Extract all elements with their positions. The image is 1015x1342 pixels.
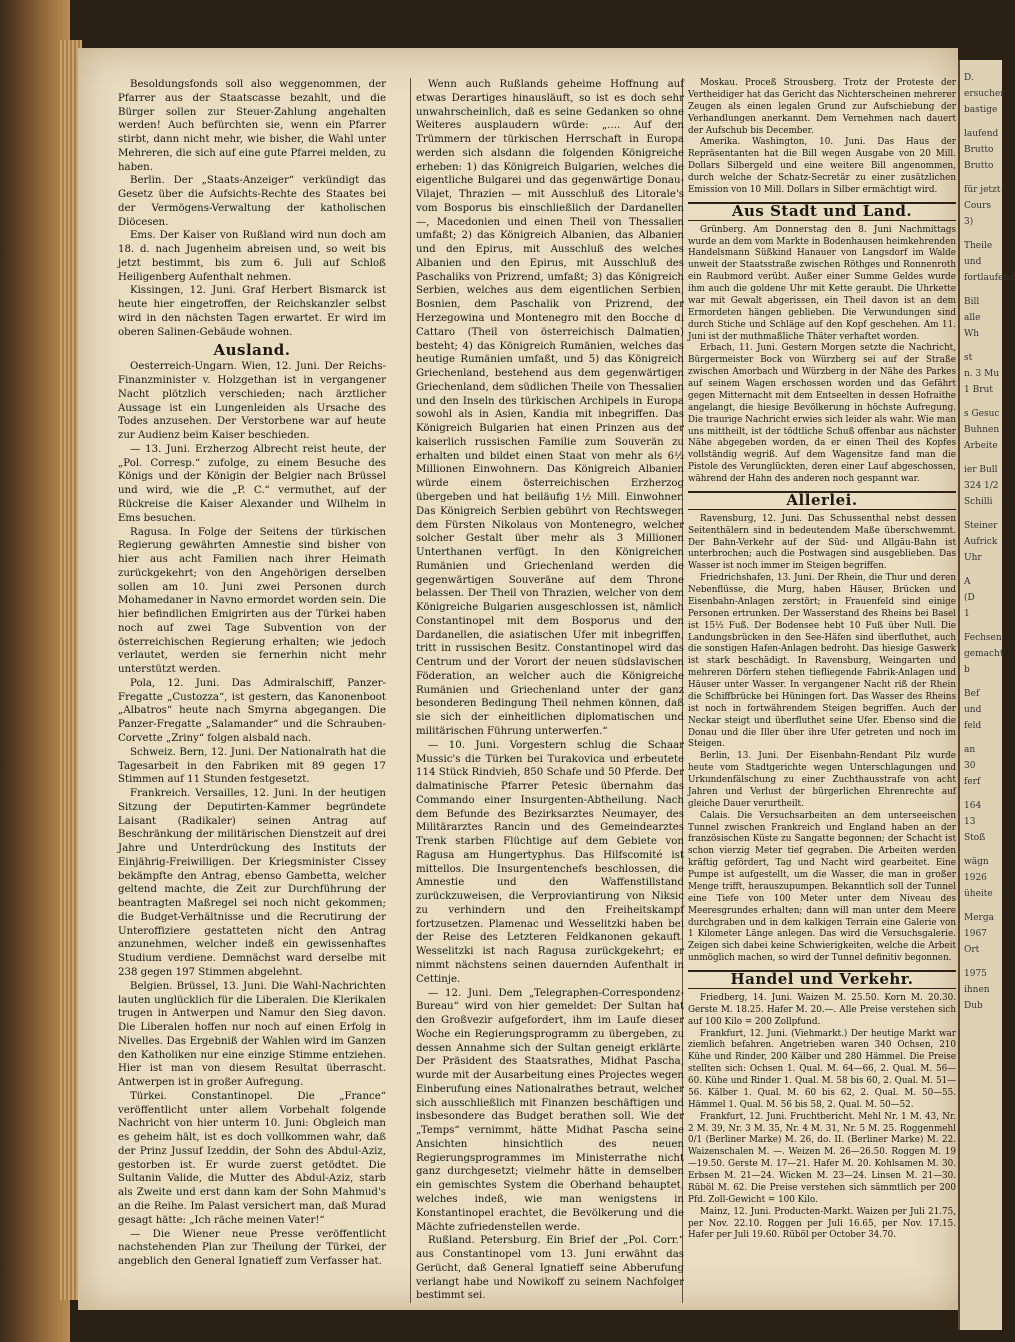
article-paragraph: Ravensburg, 12. Juni. Das Schussenthal nebst dessen Seitenthälern sind in bedeutendem Maße überschwemmt. Der Bahn-Verkehr auf der Süd- und Allgäu-Bahn ist unterbrochen; auch die Postwagen sind ausgeblieben. Das Wasser ist noch immer im Steigen begriffen. [688,513,956,572]
facing-page-text: 164 [964,801,982,811]
article-paragraph: Frankreich. Versailles, 12. Juni. In der heutigen Sitzung der Deputirten-Kammer begründete Laisant (Radikaler) seinen Antrag auf Beschränkung der militärischen Dienstzeit auf drei Jahre und Unterdrückung des Instituts der Einjährig-Freiwilligen. Der Kriegsminister Cissey bekämpfte den Antrag, ebenso Gambetta, welcher geltend machte, die Zeit zur Durchführung der beantragten Maßregel sei noch nicht gekommen; die Budget-Verhältnisse und die Recrutirung der Unteroffiziere gestatteten nicht den Antrag anzunehmen, welcher indeß ein gewissenhaftes Studium verdiene. Demnächst ward derselbe mit 238 gegen 197 Stimmen abgelehnt. [118,788,386,978]
article-paragraph: Friedberg, 14. Juni. Waizen M. 25.50. Korn M. 20.30. Gerste M. 18.25. Hafer M. 20.—. Alle Preise verstehen sich auf 100 Kilo = 200 Zollpfund. [688,992,956,1027]
article-paragraph: Berlin, 13. Juni. Der Eisenbahn-Rendant Pilz wurde heute vom Stadtgerichte wegen Unterschlagungen und Urkundenfälschung zu einer Zuchthausstrafe von acht Jahren und Verlust der bürgerlichen Ehrenrechte auf gleiche Dauer verurtheilt. [688,751,956,809]
facing-page-fragment [958,60,1015,1330]
facing-page-text: Bef [964,689,980,699]
facing-page-text: (D [964,593,975,603]
facing-page-text: A [964,577,971,587]
facing-page-text: 1926 [964,873,987,883]
facing-page-text: Schilli [964,497,993,507]
facing-page-text: n. 3 Mu [964,369,1000,379]
facing-page-text: ier Bull [964,465,998,475]
column-2 [416,78,684,1303]
facing-page-text: Theile [964,241,993,251]
facing-page-text: bastige [964,105,998,115]
article-paragraph: Frankfurt, 12. Juni. (Viehmarkt.) Der heutige Markt war ziemlich befahren. Angetrieben waren 340 Ochsen, 210 Kühe und Rinder, 200 Kälber und 280 Hämmel. Die Preise stellten sich: Ochsen 1. Qual. M. 64—66, 2. Qual. M. 56—60. Kühe und Rinder 1. Qual. M. 58 bis 60, 2. Qual. M. 51—56. Kälber 1. Qual. M. 60 bis 62, 2. Qual. M. 50—55. Hämmel 1. Qual. M. 56 bis 58, 2. Qual. M. 50—52. [688,1028,956,1110]
facing-page-text: alle [964,313,981,323]
article-paragraph: Oesterreich-Ungarn. Wien, 12. Juni. Der Reichs-Finanzminister v. Holzgethan ist in vergangener Nacht plötzlich verschieden; nach ärztlicher Aussage ist ein Lungenleiden als Ursache des Todes anzusehen. Der Verstorbene war auf heute zur Audienz beim Kaiser beschieden. [118,361,386,442]
article-paragraph: Berlin. Der „Staats-Anzeiger“ verkündigt das Gesetz über die Aufsichts-Rechte des Staates bei der Vermögens-Verwaltung der katholischen Diöcesen. [118,175,386,228]
section-heading: Handel und Verkehr. [688,970,956,989]
facing-page-text: Stoß [964,833,986,843]
section-heading: Ausland. [213,340,291,359]
facing-page-text: und [964,705,982,715]
facing-page-text: 1 [964,609,970,619]
article-paragraph: Erbach, 11. Juni. Gestern Morgen setzte die Nachricht, Bürgermeister Bock von Würzberg sei auf der Straße zwischen Amorbach und Würzberg in der Nähe des Parkes auf seinem Wagen erschossen worden und das Gefährt gegen Mitternacht mit dem Entseelten in dessen Hofraithe angelangt, die hiesige Bevölkerung in höchste Aufregung. Die traurige Nachricht erwies sich leider als wahr. Wie man uns mittheilt, ist der tödtliche Schuß offenbar aus nächster Nähe abgegeben worden, da er einen Theil des Kopfes vollständig wegriß. Auf dem Wagensitze fand man die Pistole des Verunglückten, deren einer Lauf abgeschossen, während der Hahn des anderen noch gespannt war. [688,343,956,484]
facing-page-text: feld [964,721,982,731]
article-paragraph: Wenn auch Rußlands geheime Hoffnung auf etwas Derartiges hinausläuft, so ist es doch sehr unwahrscheinlich, daß es seine Gedanken so ohne Weiteres ausplaudern würde: „.... Auf den Trümmern der türkischen Herrschaft in Europa werden sich alsdann die folgenden Königreiche erheben: 1) das Königreich Bulgarien, welches die eigentliche Bulgarei und das gegenwärtige Donau-Vilajet, Thrazien — mit Ausschluß des Litorale's vom Bosporus bis einschließlich der Dardanellen —, Macedonien und einen Theil von Thessalien umfaßt; 2) das Königreich Albanien, das Albanien und den Epirus, mit Ausschluß des welches Albanien und den Epirus, mit Ausschluß des Paschaliks von Prizrend, umfaßt; 3) das Königreich Serbien, welches aus dem eigentlichen Serbien, Bosnien, dem Paschalik von Prizrend, der Herzegowina und Montenegro mit den Bocche di Cattaro (Theil von österreichisch Dalmatien) besteht; 4) das Königreich Rumänien, welches das heutige Rumänien umfaßt, und 5) das Königreich Griechenland, bestehend aus dem gegenwärtigen Griechenland, dem südlichen Theile von Thessalien und den Inseln des türkischen Archipels in Europa sowohl als in Asien, Kandia mit inbegriffen. Das Königreich Bulgarien hat einen Prinzen aus der kaiserlich russischen Familie zum Souverän zu erhalten und bildet einen Staat von mehr als 6½ Millionen Einwohnern. Das Königreich Albanien würde einem österreichischen Erzherzog übergeben und hat beiläufig 1½ Mill. Einwohner. Das Königreich Serbien gebührt von Rechtswegen dem Fürsten Nikolaus von Montenegro, welcher solcher Gestalt über mehr als 3 Millionen Unterthanen verfügt. In den Königreichen Rumänien und Griechenland werden die gegenwärtigen Souveräne auf dem Throne belassen. Der Theil von Thrazien, welcher von dem Königreiche Bulgarien ausgeschlossen ist, nämlich Constantinopel mit dem Bosporus und den Dardanellen, die asiatischen Ufer mit inbegriffen, tritt in russischen Besitz. Constantinopel wird das Centrum und der Vorort der neuen südslavischen Föderation, an welcher auch die Königreiche Rumänien und Griechenland unter der ganz besonderen Bedingung Theil nehmen können, daß sie sich der einheitlichen diplomatischen und militärischen Führung unterwerfen.“ [416,79,684,737]
facing-page-text: Merga [964,913,994,923]
column-rule-1 [410,78,411,1303]
section-heading: Aus Stadt und Land. [688,202,956,221]
facing-page-text: Uhr [964,553,982,563]
facing-page-text: Steiner [964,521,998,531]
article-paragraph: Schweiz. Bern, 12. Juni. Der Nationalrath hat die Tagesarbeit in den Fabriken mit 89 gegen 17 Stimmen auf 11 Stunden festgesetzt. [118,746,386,786]
facing-page-text: 324 1/2 [964,481,999,491]
article-paragraph: Ragusa. In Folge der Seitens der türkischen Regierung gewährten Amnestie sind bisher von hier aus acht Familien nach ihrer Heimath zurückgekehrt; von den Angehörigen derselben sollen am 10. Juni zwei Personen durch Mohamedaner in Navno ermordet worden sein. Die hier befindlichen Emigrirten aus der Türkei haben noch auf zwei Tage Subvention von der österreichischen Regierung erhalten; wie jedoch verlautet, werden sie fernerhin nicht mehr unterstützt werden. [118,526,386,676]
facing-page-text: Wh [964,329,980,339]
article-paragraph: Calais. Die Versuchsarbeiten an dem unterseeischen Tunnel zwischen Frankreich und England haben an der französischen Küste zu Sangatte begonnen; der Schacht ist schon vierzig Meter tief gegraben. Die Arbeiten werden kräftig gefördert, Tag und Nacht wird gearbeitet. Eine Pumpe ist aufgestellt, um die Wasser, die man in großer Menge trifft, herauszupumpen. Bekanntlich soll der Tunnel eine Tiefe von 100 Meter unter dem Niveau des Meeresgrundes erhalten; dann will man unter dem Meere durchgraben und in dem kalkigen Terrain eine Galerie von 1 Kilometer Länge anlegen. Das wird die Versuchsgalerie. Zeigen sich dabei keine Schwierigkeiten, welche die Arbeit unmöglich machen, so wird der Tunnel definitiv begonnen. [688,810,956,964]
facing-page-text: Bill [964,297,980,307]
facing-page-text: ersucher [964,89,1005,99]
facing-page-text: ferf [964,777,981,787]
article-paragraph: Kissingen, 12. Juni. Graf Herbert Bismarck ist heute hier eingetroffen, der Reichskanzler selbst wird in den nächsten Tagen erwartet. Er wird im oberen Salinen-Gebäude wohnen. [118,285,386,338]
facing-page-text: s Gesuc [964,409,1000,419]
facing-page-text: Aufrick [964,537,998,547]
article-paragraph: Frankfurt, 12. Juni. Fruchtbericht. Mehl Nr. 1 M. 43, Nr. 2 M. 39, Nr. 3 M. 35, Nr. 4 M. 31, Nr. 5 M. 25. Roggenmehl 0/1 (Berliner Marke) M. 26, do. II. (Berliner Marke) M. 22. Waizenschalen M. —. Weizen M. 26—26.50. Roggen M. 19—19.50. Gerste M. 17—21. Hafer M. 20. Kohlsamen M. 30. Erbsen M. 21—24. Wicken M. 23—24. Linsen M. 21—30. Rüböl M. 62. Die Preise verstehen sich sämmtlich per 200 Pfd. Zoll-Gewicht = 100 Kilo. [688,1111,956,1205]
article-paragraph: Friedrichshafen, 13. Juni. Der Rhein, die Thur und deren Nebenflüsse, die Murg, haben Häuser, Brücken und Eisenbahn-Anlagen zerstört; in Frauenfeld sind einige Personen ertrunken. Der Wasserstand des Rheins bei Basel ist 15½ Fuß. Der Bodensee hebt 10 Fuß über Null. Die Landungsbrücken in den See-Häfen sind überfluthet, auch die sonstigen Hafen-Anlagen bedroht. Das hiesige Gaswerk ist stark beschädigt. In Ravensburg, Weingarten und mehreren Dörfern stehen tiefliegende Fabrik-Anlagen und Häuser unter Wasser. In vergangener Nacht riß der Rhein die Schiffbrücke bei Hüningen fort. Das Wasser des Rheins ist noch in fortwährendem Steigen begriffen. Auch der Neckar steigt und überfluthet seine Ufer. Ebenso sind die Donau und die Iller über ihre Ufer getreten und noch im Steigen. [688,573,956,750]
article-paragraph: Ems. Der Kaiser von Rußland wird nun doch am 18. d. nach Jugenheim abreisen und, so weit bis jetzt bestimmt, bis zum 6. Juli auf Schloß Heiligenberg Aufenthalt nehmen. [118,230,386,283]
facing-page-text: Brutto [964,145,994,155]
column-1 [118,78,386,1269]
article-paragraph: Moskau. Proceß Strousberg. Trotz der Proteste der Vertheidiger hat das Gericht das Nichterscheinen mehrerer Zeugen als einen legalen Grund zur Aufschiebung der Verhandlungen anerkannt. Dem Vernehmen nach dauert der Aufschub bis December. [688,78,956,136]
column-3 [688,78,956,1242]
facing-page-text: wägn [964,857,989,867]
facing-page-text: fortlaufend [964,273,1015,283]
article-paragraph: — 10. Juni. Vorgestern schlug die Schaar Mussic's die Türken bei Turakovica und erbeutete 114 Stück Rindvieh, 850 Schafe und 50 Pferde. Der dalmatinische Pfarrer Petesic übernahm das Commando einer Insurgenten-Abtheilung. Nach dem Befunde des Bezirksarztes Neumayer, des Militärarztes Rancin und des Gemeindearztes Trenk starben Flüchtige auf dem Gebiete von Ragusa am Hungertyphus. Das Hilfscomité ist mittellos. Die Insurgentenchefs beschlossen, die Amnestie und den Waffenstillstand zurückzuweisen, die Verproviantirung von Niksic zu verhindern und den Freiheitskampf fortzusetzen. Plamenac und Wesselitzki haben bei der Reise des Letzteren Feldkanonen gekauft. Wesselitzki ist nach Ragusa zurückgekehrt; er nimmt nächstens seinen dauernden Aufenthalt in Cettinje. [416,739,684,985]
section-heading: Allerlei. [688,491,956,510]
article-paragraph: Belgien. Brüssel, 13. Juni. Die Wahl-Nachrichten lauten unglücklich für die Liberalen. Die Klerikalen trugen in Antwerpen und Namur den Sieg davon. Die Liberalen hoffen nur noch auf einen Erfolg in Nivelles. Das Ergebniß der Wahlen wird im Ganzen den Katholiken nur eine einzige Stimme entziehen. Hier ist man von diesem Resultat überrascht. Antwerpen ist in großer Aufregung. [118,980,386,1089]
article-paragraph: Pola, 12. Juni. Das Admiralschiff, Panzer-Fregatte „Custozza“, ist gestern, das Kanonenboot „Albatros“ heute nach Smyrna abgegangen. Die Panzer-Fregatte „Salamander“ und die Schrauben-Corvette „Zriny“ folgen alsbald nach. [118,677,386,744]
facing-page-text: 1975 [964,969,987,979]
article-paragraph: Türkei. Constantinopel. Die „France“ veröffentlicht unter allem Vorbehalt folgende Nachricht von hier unterm 10. Juni: Obgleich man es geheim hält, ist es doch vollkommen wahr, daß der Prinz Jussuf Izeddin, der Sohn des Abdul-Aziz, gestorben ist. Er wurde zuerst getödtet. Die Sultanin Valide, die Mutter des Abdul-Aziz, starb als Zweite und erst dann kam der Sohn Mahmud's an die Reihe. Im Palast versichert man, daß Murad gesagt hätte: „Ich räche meinen Vater!“ [118,1090,386,1226]
facing-page-text: an [964,745,976,755]
article-paragraph: Mainz, 12. Juni. Producten-Markt. Waizen per Juli 21.75, per Nov. 22.10. Roggen per Juli 16.65, per Nov. 17.15. Hafer per Juli 19.60. Rüböl per October 34.70. [688,1206,956,1241]
article-paragraph: — 13. Juni. Erzherzog Albrecht reist heute, der „Pol. Corresp.“ zufolge, zu einem Besuche des Königs und der Königin der Belgier nach Brüssel und wird, wie die „P. C.“ vermuthet, auf der Rückreise die Kaiser Alexander und Wilhelm in Ems besuchen. [118,443,386,524]
facing-page-text: 3) [964,217,974,227]
article-paragraph: — Die Wiener neue Presse veröffentlicht nachstehenden Plan zur Theilung der Türkei, der angeblich den General Ignatieff zum Verfasser hat. [118,1228,386,1268]
facing-page-text: 1967 [964,929,987,939]
facing-page-text: 30 [964,761,976,771]
article-paragraph: Amerika. Washington, 10. Juni. Das Haus der Repräsentanten hat die Bill wegen Ausgabe von 20 Mill. Dollars Silbergeld und eine weitere Bill angenommen, durch welche der Schatz-Secretär zu einer zusätzlichen Emission von 10 Mill. Dollars in Silber ermächtigt wird. [688,137,956,195]
facing-page-text: b [964,665,970,675]
facing-page-text: Buhnen [964,425,1000,435]
article-paragraph: Grünberg. Am Donnerstag den 8. Juni Nachmittags wurde an dem vom Markte in Bodenhausen heimkehrenden Handelsmann Süßkind Hanauer von Langsdorf im Walde unweit der Staatsstraße zwischen Röthges und Ronnenroth ein Raubmord verübt. Außer einer Summe Geldes wurde ihm auch die goldene Uhr mit Kette geraubt. Die Uhrkette war mit Gewalt abgerissen, ein Theil davon ist an dem Ermordeten hängen geblieben. Die Verwundungen sind durch Stiche und Schläge auf den Kopf geschehen. Am 11. Juni ist der muthmaßliche Thäter verhaftet worden. [688,224,956,342]
facing-page-text: für jetzt [964,185,1001,195]
facing-page-text: Brutto [964,161,994,171]
article-paragraph: Rußland. Petersburg. Ein Brief der „Pol. Corr.“ aus Constantinopel vom 13. Juni erwähnt das Gerücht, daß General Ignatieff seine Abberufung verlangt habe und Nowikoff zu seinem Nachfolger bestimmt sei. [416,1235,684,1302]
article-paragraph: Besoldungsfonds soll also weggenommen, der Pfarrer aus der Staatscasse bezahlt, und die Bürger sollen zur Steuer-Zahlung angehalten werden! Auch befürchten sie, wenn ein Pfarrer stirbt, dann nicht mehr, wie bisher, die Wahl unter Mehreren, die sich auf eine gute Pfarrei melden, zu haben. [118,79,386,173]
facing-page-text: üheite [964,889,993,899]
facing-page-text: 13 [964,817,976,827]
facing-page-text: D. [964,73,974,83]
facing-page-text: st [964,353,973,363]
article-paragraph: — 12. Juni. Dem „Telegraphen-Correspondenz-Bureau“ wird von hier gemeldet: Der Sultan hat den Großvezir aufgefordert, ihm im Laufe dieser Woche ein Regierungsprogramm zu übergeben, zu dessen Annahme sich der Sultan geneigt erklärte. Der Präsident des Staatsrathes, Midhat Pascha, wurde mit der Ausarbeitung eines Projectes wegen Einberufung eines Nationalrathes betraut, welcher sich ausschließlich mit Finanzen beschäftigen und insbesondere das Budget berathen soll. Wie der „Temps“ vernimmt, hätte Midhat Pascha seine Ansichten hinsichtlich des neuen Regierungsprogrammes im Ministerrathe nicht ganz durchgesetzt; vielmehr hätte in demselben ein gemischtes System die Oberhand behauptet, welches indeß, wie man wenigstens in Konstantinopel erachtet, die Bevölkerung und die Mächte zufriedenstellen werde. [416,987,684,1233]
facing-page-text: gemacht [964,649,1004,659]
facing-page-text: Fechsen [964,633,1002,643]
facing-page-text: und [964,257,982,267]
facing-page-text: ihnen [964,985,990,995]
facing-page-text: 1 Brut [964,385,993,395]
facing-page-text: Arbeite [964,441,998,451]
facing-page-text: Cours [964,201,992,211]
facing-page-text: Ort [964,945,980,955]
facing-page-text: Dub [964,1001,983,1011]
facing-page-text: laufend [964,129,999,139]
